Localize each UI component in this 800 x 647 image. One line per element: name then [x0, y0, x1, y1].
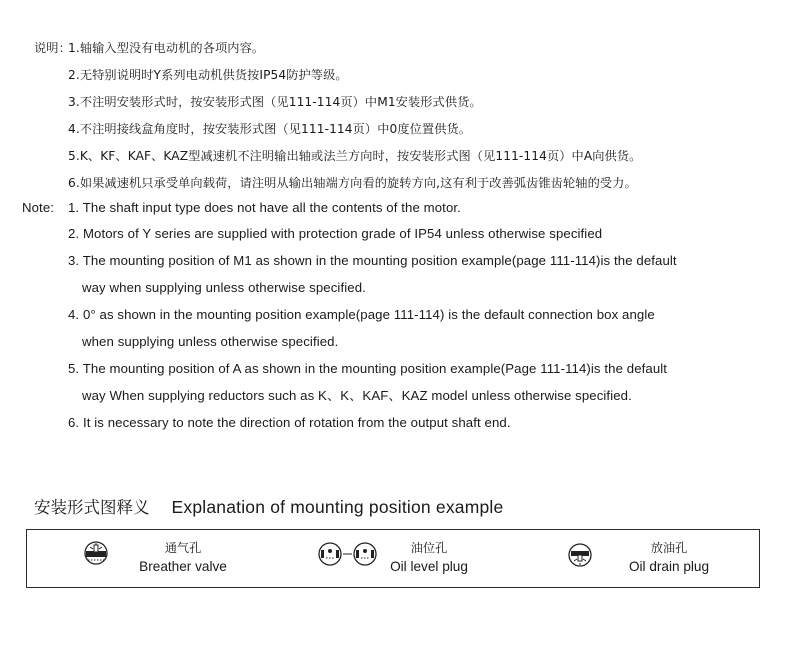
legend-cn-oil-level-plug: 油位孔	[410, 541, 448, 555]
oil-drain-plug-icon	[567, 542, 593, 572]
en-notes-label: Note:	[22, 200, 55, 215]
en-note-5: 5. The mounting position of A as shown in the mounting position example(Page 111-114)is the default	[68, 361, 668, 376]
legend-en-oil-level-plug: Oil level plug	[390, 559, 468, 574]
cn-note-5: 5.K、KF、KAF、KAZ型减速机不注明输出轴或法兰方向时，按安装形式图（见111-114页）中A向供货。	[68, 149, 642, 163]
legend-heading	[34, 496, 503, 519]
legend-en-oil-drain-plug: Oil drain plug	[628, 559, 710, 574]
en-note-3: 3. The mounting position of M1 as shown in the mounting position example(page 111-114)is the default	[68, 253, 677, 268]
en-note-6: 6. It is necessary to note the direction of rotation from the output shaft end.	[68, 415, 511, 430]
legend-title-cn: 安装形式图释义	[34, 498, 150, 517]
legend-text-breather-valve	[133, 540, 233, 576]
oil-level-plug-icon	[317, 541, 381, 571]
legend-en-breather-valve: Breather valve	[139, 559, 227, 574]
en-note-1: 1. The shaft input type does not have all the contents of the motor.	[68, 200, 461, 215]
cn-note-4: 4.不注明接线盒角度时，按安装形式图（见111-114页）中0度位置供货。	[68, 122, 472, 136]
cn-note-1: 1.轴输入型没有电动机的各项内容。	[68, 41, 265, 55]
cn-note-3: 3.不注明安装形式时，按安装形式图（见111-114页）中M1安装形式供货。	[68, 95, 482, 109]
legend-title-en: Explanation of mounting position example	[171, 497, 504, 517]
cn-notes-label: 说明：	[34, 41, 71, 55]
en-note-3-cont: way when supplying unless otherwise specified.	[82, 280, 366, 295]
legend-box	[26, 529, 760, 588]
legend-item-oil-drain-plug	[567, 530, 757, 587]
en-note-5-cont: way When supplying reductors such as K、K、KAF、KAZ model unless otherwise specified.	[82, 388, 632, 403]
cn-note-2: 2.无特别说明时Y系列电动机供货按IP54防护等级。	[68, 68, 348, 82]
legend-cn-oil-drain-plug: 放油孔	[650, 541, 688, 555]
legend-text-oil-drain-plug	[609, 540, 729, 576]
legend-text-oil-level-plug	[373, 540, 485, 576]
cn-note-6: 6.如果减速机只承受单向载荷，请注明从输出轴端方向看的旋转方向,这有利于改善弧齿锥齿轮轴的受力。	[68, 176, 637, 190]
en-note-4: 4. 0° as shown in the mounting position example(page 111-114) is the default connection box angle	[68, 307, 655, 322]
legend-cn-breather-valve: 通气孔	[164, 541, 202, 555]
legend-item-breather-valve	[83, 530, 283, 587]
en-note-4-cont: when supplying unless otherwise specified.	[82, 334, 339, 349]
breather-valve-icon	[83, 540, 109, 570]
legend-item-oil-level-plug	[317, 530, 517, 587]
en-note-2: 2. Motors of Y series are supplied with protection grade of IP54 unless otherwise specified	[68, 226, 603, 241]
